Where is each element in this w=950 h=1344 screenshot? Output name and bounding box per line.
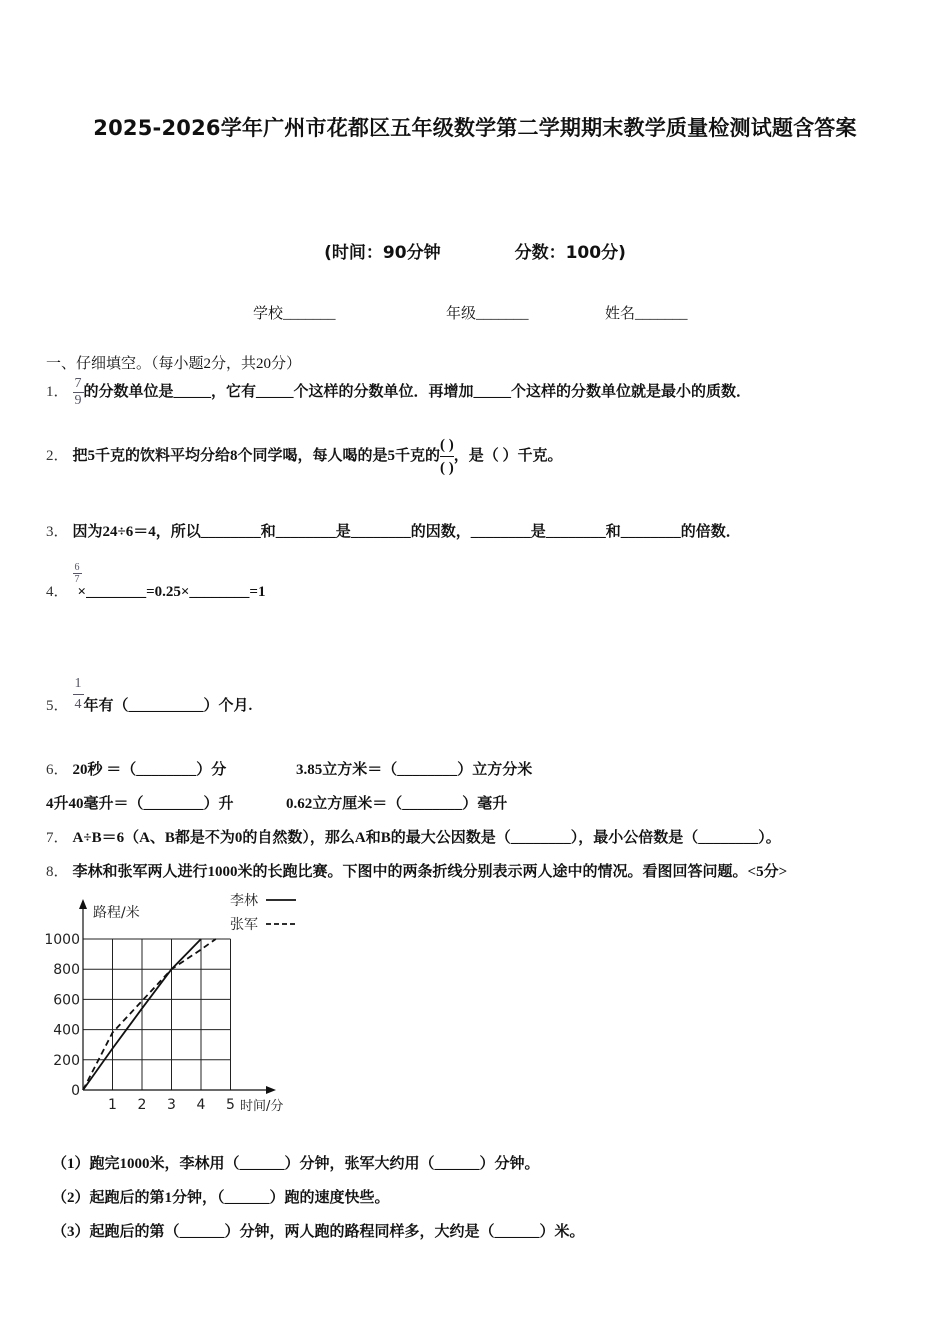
x-tick-label: 1 (108, 1097, 117, 1113)
sub-question-3: （3）起跑后的第（______）分钟，两人跑的路程同样多，大约是（______）米。 (52, 1224, 585, 1240)
school-field[interactable]: 学校_______ (253, 306, 336, 322)
question-number: 3． (46, 524, 69, 540)
question-5 (46, 674, 252, 715)
x-tick-label: 4 (196, 1097, 206, 1113)
question-text: ，是（ ）千克。 (453, 447, 563, 464)
question-text: 把5千克的饮料平均分给8个同学喝，每人喝的是5千克的 (72, 447, 441, 464)
y-tick-label: 600 (53, 992, 80, 1009)
exam-meta (0, 238, 950, 263)
distance-time-chart (40, 885, 310, 1120)
question-3 (46, 520, 741, 541)
question-text: 李林和张军两人进行1000米的长跑比赛。下图中的两条折线分别表示两人途中的情况。看图回答问题。<5分> (72, 864, 788, 880)
fraction: $\frac{6}{7}$ (74, 562, 80, 585)
question-text: A÷B＝6（A、B都是不为0的自然数），那么A和B的最大公因数是（________），最小公倍数是（________）。 (72, 830, 781, 846)
x-tick-label: 3 (167, 1097, 176, 1113)
y-tick-label: 800 (53, 962, 80, 979)
section-heading: 一、仔细填空。（每小题2分，共20分） (46, 356, 302, 372)
question-number: 7． (46, 830, 69, 846)
question-text: 的分数单位是_____，它有_____个这样的分数单位．再增加_____个这样的分数单位就是最小的质数． (83, 383, 752, 400)
fraction: $\frac{7}{9}$ (74, 376, 82, 408)
conversion-c: 4升40毫升＝（________）升 (46, 796, 234, 812)
question-number: 4． (46, 584, 69, 600)
conversion-b: 3.85立方米＝（________）立方分米 (296, 762, 533, 778)
x-axis-arrow (266, 1086, 276, 1094)
grade-field[interactable]: 年级_______ (446, 306, 529, 322)
legend-label: 张军 (230, 917, 258, 933)
question-number: 5． (46, 697, 69, 714)
y-tick-label: 0 (71, 1083, 80, 1099)
question-number: 1． (46, 383, 69, 400)
name-field[interactable]: 姓名_______ (605, 306, 688, 322)
conversion-a: 20秒 ＝（________）分 (72, 762, 227, 778)
blank-fraction[interactable]: $\frac{( )}{( )}$ (440, 434, 454, 479)
fraction: $\frac{1}{4}$ (73, 674, 84, 715)
question-number: 2． (46, 447, 69, 464)
question-8 (46, 860, 787, 881)
question-text: 年有（__________）个月. (83, 697, 253, 714)
exam-score: 分数：100分) (514, 243, 626, 263)
series-line-2 (83, 939, 216, 1090)
question-number: 8． (46, 864, 69, 880)
conversion-d: 0.62立方厘米＝（________）毫升 (286, 796, 508, 812)
sub-question-1: （1）跑完1000米，李林用（______）分钟，张军大约用（______）分钟。 (52, 1156, 540, 1172)
y-tick-label: 200 (53, 1052, 80, 1069)
question-2 (46, 434, 563, 479)
x-axis-label: 时间/分 (240, 1099, 284, 1114)
question-7 (46, 826, 781, 847)
question-text: 因为24÷6＝4，所以________和________是________的因数，________是________和________的倍数． (72, 524, 741, 540)
y-axis-arrow (79, 899, 87, 909)
question-number: 6． (46, 762, 69, 778)
question-6 (46, 758, 226, 779)
x-tick-label: 5 (226, 1097, 235, 1113)
page-title: 2025-2026学年广州市花都区五年级数学第二学期期末教学质量检测试题含答案 (93, 116, 857, 140)
sub-question-2: （2）起跑后的第1分钟，（______）跑的速度快些。 (52, 1190, 390, 1206)
legend-label: 李林 (230, 893, 258, 909)
y-tick-label: 1000 (44, 932, 80, 948)
y-axis-label: 路程/米 (93, 905, 140, 921)
question-1 (46, 376, 751, 409)
exam-time: (时间：90分钟 (324, 243, 441, 263)
question-text: ×________=0.25×________=1 (77, 584, 266, 600)
question-4 (46, 562, 266, 600)
x-tick-label: 2 (137, 1097, 147, 1113)
y-tick-label: 400 (53, 1022, 80, 1039)
